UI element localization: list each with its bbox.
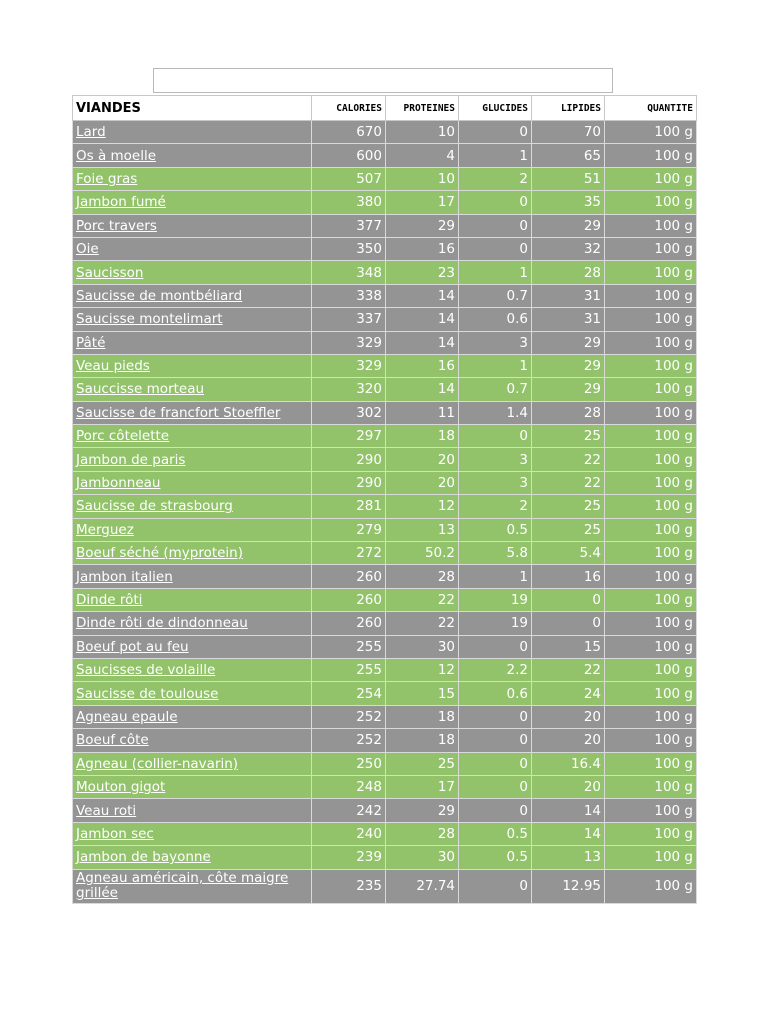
lipides-cell: 25 xyxy=(532,495,605,518)
glucides-cell: 0 xyxy=(459,869,532,903)
food-name-cell xyxy=(73,495,312,518)
quantite-cell: 100 g xyxy=(605,331,697,354)
quantite-cell: 100 g xyxy=(605,869,697,903)
lipides-cell: 20 xyxy=(532,705,605,728)
proteines-cell: 14 xyxy=(386,331,459,354)
food-link[interactable]: Boeuf séché (myprotein) xyxy=(76,545,244,562)
food-link[interactable]: Porc travers xyxy=(76,217,157,234)
food-name-cell xyxy=(73,869,312,903)
calories-cell: 507 xyxy=(312,167,386,190)
food-name-cell xyxy=(73,191,312,214)
calories-cell: 242 xyxy=(312,799,386,822)
table-row xyxy=(73,822,697,845)
food-name-cell xyxy=(73,705,312,728)
food-name-cell xyxy=(73,846,312,869)
food-name-cell xyxy=(73,518,312,541)
glucides-cell: 0 xyxy=(459,799,532,822)
glucides-cell: 0 xyxy=(459,752,532,775)
table-body xyxy=(73,121,697,904)
proteines-cell: 20 xyxy=(386,471,459,494)
proteines-cell: 15 xyxy=(386,682,459,705)
proteines-cell: 12 xyxy=(386,658,459,681)
food-link[interactable]: Saucisse de francfort Stoeffler xyxy=(76,404,281,421)
food-name-cell xyxy=(73,799,312,822)
quantite-cell: 100 g xyxy=(605,705,697,728)
table-row xyxy=(73,191,697,214)
glucides-cell: 0 xyxy=(459,121,532,144)
food-name-cell xyxy=(73,682,312,705)
calories-cell: 255 xyxy=(312,658,386,681)
food-name-cell xyxy=(73,822,312,845)
lipides-cell: 51 xyxy=(532,167,605,190)
calories-cell: 320 xyxy=(312,378,386,401)
quantite-cell: 100 g xyxy=(605,495,697,518)
quantite-cell: 100 g xyxy=(605,214,697,237)
quantite-cell: 100 g xyxy=(605,167,697,190)
lipides-cell: 35 xyxy=(532,191,605,214)
lipides-cell: 32 xyxy=(532,237,605,260)
glucides-cell: 0 xyxy=(459,214,532,237)
quantite-cell: 100 g xyxy=(605,471,697,494)
table-row xyxy=(73,121,697,144)
calories-cell: 250 xyxy=(312,752,386,775)
lipides-cell: 5.4 xyxy=(532,542,605,565)
calories-cell: 338 xyxy=(312,284,386,307)
table-row xyxy=(73,518,697,541)
lipides-cell: 20 xyxy=(532,729,605,752)
quantite-cell: 100 g xyxy=(605,565,697,588)
food-link[interactable]: Saucisse montelimart xyxy=(76,311,223,328)
food-name-cell xyxy=(73,658,312,681)
food-name-cell xyxy=(73,775,312,798)
food-name-cell xyxy=(73,144,312,167)
glucides-cell: 0 xyxy=(459,191,532,214)
glucides-cell: 1.4 xyxy=(459,401,532,424)
lipides-cell: 15 xyxy=(532,635,605,658)
proteines-cell: 16 xyxy=(386,237,459,260)
proteines-cell: 13 xyxy=(386,518,459,541)
food-link[interactable]: Foie gras xyxy=(76,170,138,187)
quantite-cell: 100 g xyxy=(605,284,697,307)
glucides-cell: 3 xyxy=(459,448,532,471)
lipides-cell: 29 xyxy=(532,214,605,237)
nutrition-table xyxy=(72,95,697,904)
food-name-cell xyxy=(73,237,312,260)
food-link[interactable]: Veau roti xyxy=(76,802,137,819)
glucides-cell: 1 xyxy=(459,261,532,284)
lipides-cell: 22 xyxy=(532,658,605,681)
lipides-cell: 12.95 xyxy=(532,869,605,903)
calories-cell: 252 xyxy=(312,729,386,752)
table-row xyxy=(73,682,697,705)
glucides-cell: 0 xyxy=(459,425,532,448)
quantite-cell: 100 g xyxy=(605,588,697,611)
proteines-cell: 17 xyxy=(386,775,459,798)
food-link[interactable]: Saucisson xyxy=(76,264,144,281)
food-name-cell xyxy=(73,331,312,354)
proteines-cell: 25 xyxy=(386,752,459,775)
lipides-cell: 65 xyxy=(532,144,605,167)
food-link[interactable]: Dinde rôti de dindonneau xyxy=(76,615,248,632)
table-row xyxy=(73,378,697,401)
table-row xyxy=(73,308,697,331)
quantite-cell: 100 g xyxy=(605,799,697,822)
calories-cell: 260 xyxy=(312,588,386,611)
quantite-cell: 100 g xyxy=(605,401,697,424)
table-row xyxy=(73,588,697,611)
glucides-cell: 0 xyxy=(459,635,532,658)
proteines-cell: 10 xyxy=(386,167,459,190)
calories-cell: 290 xyxy=(312,448,386,471)
food-link[interactable]: Jambon de bayonne xyxy=(76,849,211,866)
calories-cell: 240 xyxy=(312,822,386,845)
calories-cell: 350 xyxy=(312,237,386,260)
header-lipides: LIPIDES xyxy=(532,96,605,121)
calories-cell: 255 xyxy=(312,635,386,658)
table-row xyxy=(73,448,697,471)
food-link[interactable]: Veau pieds xyxy=(76,358,150,375)
table-row xyxy=(73,635,697,658)
quantite-cell: 100 g xyxy=(605,144,697,167)
table-row xyxy=(73,284,697,307)
proteines-cell: 10 xyxy=(386,121,459,144)
table-row xyxy=(73,775,697,798)
lipides-cell: 31 xyxy=(532,308,605,331)
table-row xyxy=(73,565,697,588)
glucides-cell: 0 xyxy=(459,775,532,798)
quantite-cell: 100 g xyxy=(605,261,697,284)
table-row xyxy=(73,471,697,494)
proteines-cell: 28 xyxy=(386,565,459,588)
calories-cell: 377 xyxy=(312,214,386,237)
proteines-cell: 22 xyxy=(386,612,459,635)
proteines-cell: 23 xyxy=(386,261,459,284)
glucides-cell: 0.7 xyxy=(459,284,532,307)
food-name-cell xyxy=(73,425,312,448)
quantite-cell: 100 g xyxy=(605,658,697,681)
lipides-cell: 14 xyxy=(532,799,605,822)
glucides-cell: 2 xyxy=(459,167,532,190)
calories-cell: 348 xyxy=(312,261,386,284)
lipides-cell: 0 xyxy=(532,588,605,611)
food-link[interactable]: Jambon de paris xyxy=(76,451,186,468)
table-row xyxy=(73,658,697,681)
proteines-cell: 14 xyxy=(386,284,459,307)
quantite-cell: 100 g xyxy=(605,542,697,565)
title-box xyxy=(153,68,613,93)
lipides-cell: 16.4 xyxy=(532,752,605,775)
calories-cell: 329 xyxy=(312,354,386,377)
quantite-cell: 100 g xyxy=(605,635,697,658)
lipides-cell: 25 xyxy=(532,425,605,448)
food-link[interactable]: Saucisse de toulouse xyxy=(76,685,219,702)
lipides-cell: 29 xyxy=(532,331,605,354)
table-row xyxy=(73,542,697,565)
proteines-cell: 11 xyxy=(386,401,459,424)
calories-cell: 302 xyxy=(312,401,386,424)
lipides-cell: 70 xyxy=(532,121,605,144)
food-name-cell xyxy=(73,378,312,401)
food-name-cell xyxy=(73,214,312,237)
header-proteines: PROTEINES xyxy=(386,96,459,121)
proteines-cell: 4 xyxy=(386,144,459,167)
food-link[interactable]: Agneau (collier-navarin) xyxy=(76,755,239,772)
proteines-cell: 29 xyxy=(386,214,459,237)
proteines-cell: 12 xyxy=(386,495,459,518)
calories-cell: 252 xyxy=(312,705,386,728)
table-row xyxy=(73,705,697,728)
proteines-cell: 30 xyxy=(386,846,459,869)
food-name-cell xyxy=(73,401,312,424)
food-name-cell xyxy=(73,121,312,144)
glucides-cell: 1 xyxy=(459,354,532,377)
calories-cell: 260 xyxy=(312,565,386,588)
glucides-cell: 0.6 xyxy=(459,682,532,705)
quantite-cell: 100 g xyxy=(605,822,697,845)
lipides-cell: 0 xyxy=(532,612,605,635)
calories-cell: 670 xyxy=(312,121,386,144)
quantite-cell: 100 g xyxy=(605,308,697,331)
proteines-cell: 18 xyxy=(386,425,459,448)
food-link[interactable]: Agneau américain, côte maigre grillée xyxy=(76,870,289,901)
food-link[interactable]: Merguez xyxy=(76,521,134,538)
lipides-cell: 20 xyxy=(532,775,605,798)
food-link[interactable]: Pâté xyxy=(76,334,106,351)
quantite-cell: 100 g xyxy=(605,354,697,377)
calories-cell: 290 xyxy=(312,471,386,494)
glucides-cell: 0.5 xyxy=(459,822,532,845)
quantite-cell: 100 g xyxy=(605,121,697,144)
glucides-cell: 2.2 xyxy=(459,658,532,681)
lipides-cell: 29 xyxy=(532,378,605,401)
lipides-cell: 25 xyxy=(532,518,605,541)
calories-cell: 272 xyxy=(312,542,386,565)
table-row xyxy=(73,729,697,752)
table-row xyxy=(73,401,697,424)
proteines-cell: 28 xyxy=(386,822,459,845)
quantite-cell: 100 g xyxy=(605,237,697,260)
quantite-cell: 100 g xyxy=(605,775,697,798)
food-name-cell xyxy=(73,448,312,471)
table-row xyxy=(73,331,697,354)
calories-cell: 248 xyxy=(312,775,386,798)
calories-cell: 235 xyxy=(312,869,386,903)
food-link[interactable]: Oie xyxy=(76,241,99,258)
food-name-cell xyxy=(73,261,312,284)
food-name-cell xyxy=(73,542,312,565)
lipides-cell: 28 xyxy=(532,261,605,284)
calories-cell: 279 xyxy=(312,518,386,541)
food-link[interactable]: Lard xyxy=(76,124,106,141)
proteines-cell: 22 xyxy=(386,588,459,611)
header-glucides: GLUCIDES xyxy=(459,96,532,121)
food-link[interactable]: Jambonneau xyxy=(76,475,161,492)
food-link[interactable]: Agneau epaule xyxy=(76,708,178,725)
lipides-cell: 31 xyxy=(532,284,605,307)
quantite-cell: 100 g xyxy=(605,378,697,401)
food-name-cell xyxy=(73,284,312,307)
calories-cell: 600 xyxy=(312,144,386,167)
quantite-cell: 100 g xyxy=(605,425,697,448)
glucides-cell: 1 xyxy=(459,144,532,167)
glucides-cell: 0.7 xyxy=(459,378,532,401)
food-link[interactable]: Dinde rôti xyxy=(76,592,143,608)
food-link[interactable]: Sauccisse morteau xyxy=(76,381,205,398)
table-row xyxy=(73,144,697,167)
food-name-cell xyxy=(73,635,312,658)
lipides-cell: 13 xyxy=(532,846,605,869)
proteines-cell: 27.74 xyxy=(386,869,459,903)
quantite-cell: 100 g xyxy=(605,729,697,752)
table-row xyxy=(73,425,697,448)
glucides-cell: 0 xyxy=(459,705,532,728)
glucides-cell: 19 xyxy=(459,588,532,611)
header-quantite: QUANTITE xyxy=(605,96,697,121)
header-viandes: VIANDES xyxy=(73,96,312,121)
calories-cell: 297 xyxy=(312,425,386,448)
glucides-cell: 0 xyxy=(459,729,532,752)
table-row xyxy=(73,846,697,869)
quantite-cell: 100 g xyxy=(605,191,697,214)
table-row xyxy=(73,612,697,635)
table-row xyxy=(73,354,697,377)
table-row xyxy=(73,495,697,518)
calories-cell: 260 xyxy=(312,612,386,635)
table-row xyxy=(73,261,697,284)
food-link[interactable]: Porc côtelette xyxy=(76,428,170,445)
table-row xyxy=(73,799,697,822)
table-row xyxy=(73,214,697,237)
calories-cell: 254 xyxy=(312,682,386,705)
glucides-cell: 0.5 xyxy=(459,518,532,541)
glucides-cell: 3 xyxy=(459,471,532,494)
food-link[interactable]: Mouton gigot xyxy=(76,779,166,796)
glucides-cell: 5.8 xyxy=(459,542,532,565)
glucides-cell: 0 xyxy=(459,237,532,260)
food-name-cell xyxy=(73,471,312,494)
glucides-cell: 1 xyxy=(459,565,532,588)
proteines-cell: 18 xyxy=(386,705,459,728)
quantite-cell: 100 g xyxy=(605,682,697,705)
food-name-cell xyxy=(73,729,312,752)
quantite-cell: 100 g xyxy=(605,518,697,541)
glucides-cell: 19 xyxy=(459,612,532,635)
lipides-cell: 24 xyxy=(532,682,605,705)
calories-cell: 281 xyxy=(312,495,386,518)
food-name-cell xyxy=(73,308,312,331)
proteines-cell: 30 xyxy=(386,635,459,658)
quantite-cell: 100 g xyxy=(605,846,697,869)
glucides-cell: 2 xyxy=(459,495,532,518)
table-row xyxy=(73,869,697,903)
food-link[interactable]: Jambon italien xyxy=(76,568,173,585)
food-link[interactable]: Jambon fumé xyxy=(76,194,166,211)
lipides-cell: 22 xyxy=(532,448,605,471)
proteines-cell: 18 xyxy=(386,729,459,752)
proteines-cell: 14 xyxy=(386,378,459,401)
table-row xyxy=(73,237,697,260)
table-row xyxy=(73,752,697,775)
food-name-cell xyxy=(73,588,312,611)
food-name-cell xyxy=(73,167,312,190)
quantite-cell: 100 g xyxy=(605,448,697,471)
glucides-cell: 3 xyxy=(459,331,532,354)
quantite-cell: 100 g xyxy=(605,752,697,775)
calories-cell: 337 xyxy=(312,308,386,331)
food-link[interactable]: Os à moelle xyxy=(76,147,157,164)
table-row xyxy=(73,167,697,190)
food-name-cell xyxy=(73,752,312,775)
food-link[interactable]: Boeuf pot au feu xyxy=(76,638,189,655)
calories-cell: 329 xyxy=(312,331,386,354)
lipides-cell: 16 xyxy=(532,565,605,588)
food-link[interactable]: Jambon sec xyxy=(76,825,154,842)
lipides-cell: 29 xyxy=(532,354,605,377)
proteines-cell: 50.2 xyxy=(386,542,459,565)
glucides-cell: 0.5 xyxy=(459,846,532,869)
proteines-cell: 16 xyxy=(386,354,459,377)
glucides-cell: 0.6 xyxy=(459,308,532,331)
proteines-cell: 14 xyxy=(386,308,459,331)
proteines-cell: 29 xyxy=(386,799,459,822)
proteines-cell: 20 xyxy=(386,448,459,471)
lipides-cell: 28 xyxy=(532,401,605,424)
food-name-cell xyxy=(73,354,312,377)
calories-cell: 239 xyxy=(312,846,386,869)
food-name-cell xyxy=(73,612,312,635)
header-calories: CALORIES xyxy=(312,96,386,121)
calories-cell: 380 xyxy=(312,191,386,214)
food-link[interactable]: Saucisse de montbéliard xyxy=(76,287,243,304)
header-row xyxy=(73,96,697,121)
lipides-cell: 22 xyxy=(532,471,605,494)
lipides-cell: 14 xyxy=(532,822,605,845)
quantite-cell: 100 g xyxy=(605,612,697,635)
food-link[interactable]: Boeuf côte xyxy=(76,732,149,749)
food-link[interactable]: Saucisse de strasbourg xyxy=(76,498,233,515)
proteines-cell: 17 xyxy=(386,191,459,214)
food-name-cell xyxy=(73,565,312,588)
food-link[interactable]: Saucisses de volaille xyxy=(76,662,216,679)
